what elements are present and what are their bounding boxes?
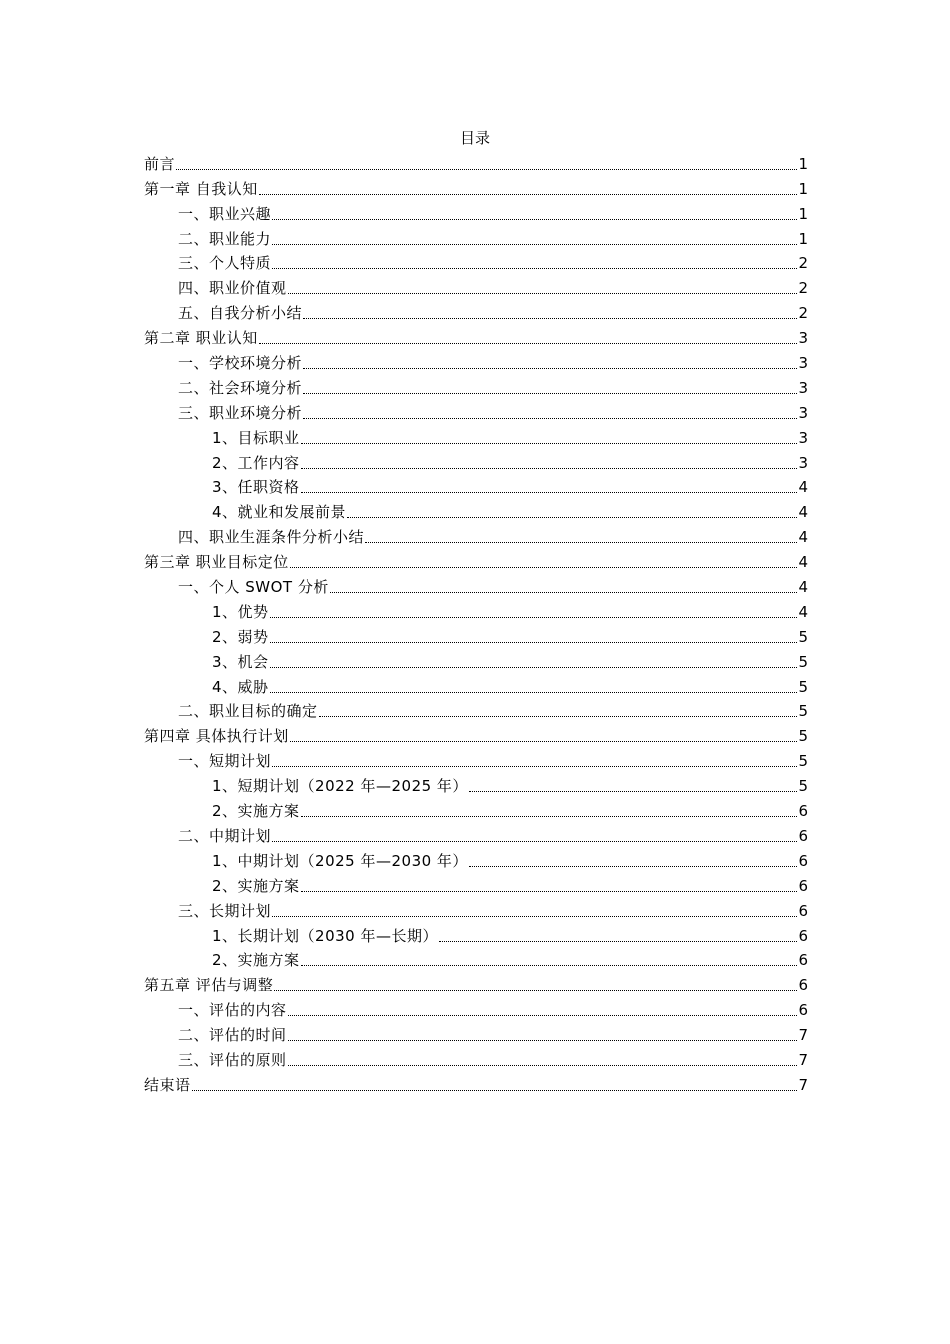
toc-entry-page-number: 6 bbox=[798, 802, 808, 821]
dot-leader bbox=[439, 941, 797, 942]
dot-leader bbox=[192, 1090, 798, 1091]
dot-leader bbox=[270, 667, 798, 668]
toc-entry-page-number: 1 bbox=[798, 154, 808, 173]
dot-leader bbox=[274, 990, 797, 991]
dot-leader bbox=[272, 766, 797, 767]
toc-entry-page-number: 3 bbox=[798, 378, 808, 397]
dot-leader bbox=[347, 517, 797, 518]
toc-entry-page-number: 3 bbox=[798, 403, 808, 422]
toc-entry[interactable] bbox=[144, 374, 808, 399]
toc-entry-text: 1、目标职业 bbox=[212, 428, 300, 447]
dot-leader bbox=[303, 368, 797, 369]
dot-leader bbox=[290, 567, 798, 568]
toc-entry-page-number: 3 bbox=[798, 453, 808, 472]
dot-leader bbox=[259, 343, 798, 344]
toc-entry[interactable] bbox=[144, 971, 808, 996]
dot-leader bbox=[272, 916, 797, 917]
toc-entry[interactable] bbox=[144, 722, 808, 747]
dot-leader bbox=[272, 841, 797, 842]
toc-entry[interactable] bbox=[144, 274, 808, 299]
toc-entry-page-number: 5 bbox=[798, 752, 808, 771]
toc-entry[interactable] bbox=[144, 847, 808, 872]
toc-entry-text: 五、自我分析小结 bbox=[178, 304, 303, 323]
dot-leader bbox=[288, 1040, 798, 1041]
toc-entry[interactable] bbox=[144, 623, 808, 648]
toc-entry[interactable] bbox=[144, 698, 808, 723]
toc-entry-text: 一、学校环境分析 bbox=[178, 354, 303, 373]
toc-entry-page-number: 6 bbox=[798, 826, 808, 845]
toc-entry-page-number: 5 bbox=[798, 702, 808, 721]
toc-entry-text: 1、短期计划（2022 年—2025 年） bbox=[212, 777, 468, 796]
toc-entry-text: 第四章 具体执行计划 bbox=[144, 727, 289, 746]
toc-entry-text: 1、中期计划（2025 年—2030 年） bbox=[212, 851, 468, 870]
toc-entry-text: 四、职业价值观 bbox=[178, 279, 287, 298]
toc-entry-text: 2、实施方案 bbox=[212, 802, 300, 821]
toc-entry-page-number: 5 bbox=[798, 727, 808, 746]
toc-entry[interactable] bbox=[144, 474, 808, 499]
toc-entry-page-number: 6 bbox=[798, 851, 808, 870]
toc-entry-page-number: 6 bbox=[798, 951, 808, 970]
toc-entry[interactable] bbox=[144, 897, 808, 922]
toc-entry-text: 4、威胁 bbox=[212, 677, 269, 696]
toc-entry[interactable] bbox=[144, 797, 808, 822]
toc-entry[interactable] bbox=[144, 523, 808, 548]
toc-entry-text: 1、长期计划（2030 年—长期） bbox=[212, 926, 438, 945]
toc-entry-text: 三、长期计划 bbox=[178, 901, 272, 920]
toc-entry-page-number: 6 bbox=[798, 901, 808, 920]
dot-leader bbox=[319, 716, 798, 717]
toc-entry-text: 第二章 职业认知 bbox=[144, 329, 258, 348]
toc-entry[interactable] bbox=[144, 872, 808, 897]
dot-leader bbox=[288, 1015, 798, 1016]
toc-entry-page-number: 7 bbox=[798, 1075, 808, 1094]
toc-entry-page-number: 4 bbox=[798, 602, 808, 621]
toc-entry-text: 二、评估的时间 bbox=[178, 1026, 287, 1045]
toc-entry[interactable] bbox=[144, 648, 808, 673]
dot-leader bbox=[303, 393, 797, 394]
toc-title: 目录 bbox=[459, 129, 490, 147]
dot-leader bbox=[301, 443, 798, 444]
toc-entry-text: 结束语 bbox=[144, 1075, 191, 1094]
toc-entry-text: 一、短期计划 bbox=[178, 752, 272, 771]
toc-entry[interactable] bbox=[144, 947, 808, 972]
toc-entry[interactable] bbox=[144, 299, 808, 324]
toc-entry[interactable] bbox=[144, 1046, 808, 1071]
dot-leader bbox=[469, 866, 798, 867]
dot-leader bbox=[301, 468, 798, 469]
toc-entry-page-number: 4 bbox=[798, 528, 808, 547]
dot-leader bbox=[301, 965, 798, 966]
toc-entry-page-number: 7 bbox=[798, 1050, 808, 1069]
toc-entry-page-number: 6 bbox=[798, 926, 808, 945]
dot-leader bbox=[290, 741, 798, 742]
toc-entry-text: 2、实施方案 bbox=[212, 876, 300, 895]
toc-entry-text: 前言 bbox=[144, 154, 176, 173]
toc-entry-page-number: 6 bbox=[798, 976, 808, 995]
toc-entry[interactable] bbox=[144, 1021, 808, 1046]
dot-leader bbox=[176, 169, 797, 170]
toc-entry-text: 第五章 评估与调整 bbox=[144, 976, 274, 995]
dot-leader bbox=[272, 244, 797, 245]
toc-entry[interactable] bbox=[144, 424, 808, 449]
toc-entry-page-number: 3 bbox=[798, 329, 808, 348]
toc-entry-page-number: 5 bbox=[798, 627, 808, 646]
dot-leader bbox=[301, 891, 798, 892]
toc-entry-page-number: 4 bbox=[798, 478, 808, 497]
toc-entry[interactable] bbox=[144, 772, 808, 797]
toc-entry[interactable] bbox=[144, 673, 808, 698]
dot-leader bbox=[288, 1065, 798, 1066]
toc-entry-page-number: 1 bbox=[798, 204, 808, 223]
toc-entry-text: 四、职业生涯条件分析小结 bbox=[178, 528, 365, 547]
toc-entry-text: 2、工作内容 bbox=[212, 453, 300, 472]
toc-entry-text: 一、评估的内容 bbox=[178, 1001, 287, 1020]
toc-entry-text: 一、职业兴趣 bbox=[178, 204, 272, 223]
dot-leader bbox=[270, 617, 798, 618]
toc-entry-text: 三、评估的原则 bbox=[178, 1050, 287, 1069]
toc-entry-page-number: 3 bbox=[798, 354, 808, 373]
toc-entry-page-number: 2 bbox=[798, 304, 808, 323]
toc-entry-page-number: 6 bbox=[798, 1001, 808, 1020]
dot-leader bbox=[270, 642, 798, 643]
toc-entry[interactable] bbox=[144, 996, 808, 1021]
toc-entry-page-number: 2 bbox=[798, 279, 808, 298]
dot-leader bbox=[259, 194, 798, 195]
toc-entry-page-number: 5 bbox=[798, 652, 808, 671]
toc-entry-text: 三、职业环境分析 bbox=[178, 403, 303, 422]
toc-entry[interactable] bbox=[144, 250, 808, 275]
toc-entry-text: 第一章 自我认知 bbox=[144, 179, 258, 198]
toc-entry-text: 第三章 职业目标定位 bbox=[144, 553, 289, 572]
toc-entry[interactable] bbox=[144, 598, 808, 623]
toc-entry[interactable] bbox=[144, 449, 808, 474]
toc-entry[interactable] bbox=[144, 922, 808, 947]
toc-entry-text: 三、个人特质 bbox=[178, 254, 272, 273]
dot-leader bbox=[330, 592, 798, 593]
toc-entry-page-number: 6 bbox=[798, 876, 808, 895]
dot-leader bbox=[272, 219, 797, 220]
dot-leader bbox=[301, 492, 798, 493]
toc-entry-text: 4、就业和发展前景 bbox=[212, 503, 347, 522]
dot-leader bbox=[365, 542, 797, 543]
toc-entry-text: 一、个人 SWOT 分析 bbox=[178, 578, 329, 597]
toc-entry-text: 二、社会环境分析 bbox=[178, 378, 303, 397]
toc-entry[interactable] bbox=[144, 349, 808, 374]
toc-entry[interactable] bbox=[144, 175, 808, 200]
toc-entry-page-number: 4 bbox=[798, 578, 808, 597]
dot-leader bbox=[303, 418, 797, 419]
toc-entry[interactable] bbox=[144, 225, 808, 250]
dot-leader bbox=[288, 293, 798, 294]
dot-leader bbox=[303, 318, 797, 319]
toc-entry-page-number: 5 bbox=[798, 777, 808, 796]
toc-entry-page-number: 7 bbox=[798, 1026, 808, 1045]
dot-leader bbox=[270, 692, 798, 693]
toc-entry-page-number: 1 bbox=[798, 229, 808, 248]
toc-entry-text: 二、职业目标的确定 bbox=[178, 702, 318, 721]
toc-entry-text: 1、优势 bbox=[212, 602, 269, 621]
toc-entry[interactable] bbox=[144, 1071, 808, 1096]
toc-entry[interactable] bbox=[144, 747, 808, 772]
toc-entry-page-number: 2 bbox=[798, 254, 808, 273]
dot-leader bbox=[469, 791, 798, 792]
toc-entry-page-number: 4 bbox=[798, 503, 808, 522]
table-of-contents bbox=[144, 150, 808, 1096]
toc-entry-page-number: 5 bbox=[798, 677, 808, 696]
dot-leader bbox=[301, 816, 798, 817]
toc-entry[interactable] bbox=[144, 399, 808, 424]
toc-entry[interactable] bbox=[144, 822, 808, 847]
toc-entry-page-number: 1 bbox=[798, 179, 808, 198]
toc-entry[interactable] bbox=[144, 324, 808, 349]
toc-entry-text: 二、中期计划 bbox=[178, 826, 272, 845]
toc-entry-page-number: 3 bbox=[798, 428, 808, 447]
toc-entry[interactable] bbox=[144, 548, 808, 573]
toc-entry-text: 3、机会 bbox=[212, 652, 269, 671]
dot-leader bbox=[272, 268, 797, 269]
toc-entry[interactable] bbox=[144, 150, 808, 175]
toc-entry-text: 二、职业能力 bbox=[178, 229, 272, 248]
toc-entry[interactable] bbox=[144, 573, 808, 598]
toc-entry-text: 2、弱势 bbox=[212, 627, 269, 646]
toc-entry-page-number: 4 bbox=[798, 553, 808, 572]
toc-entry-text: 2、实施方案 bbox=[212, 951, 300, 970]
toc-entry-text: 3、任职资格 bbox=[212, 478, 300, 497]
toc-entry[interactable] bbox=[144, 498, 808, 523]
toc-entry[interactable] bbox=[144, 200, 808, 225]
